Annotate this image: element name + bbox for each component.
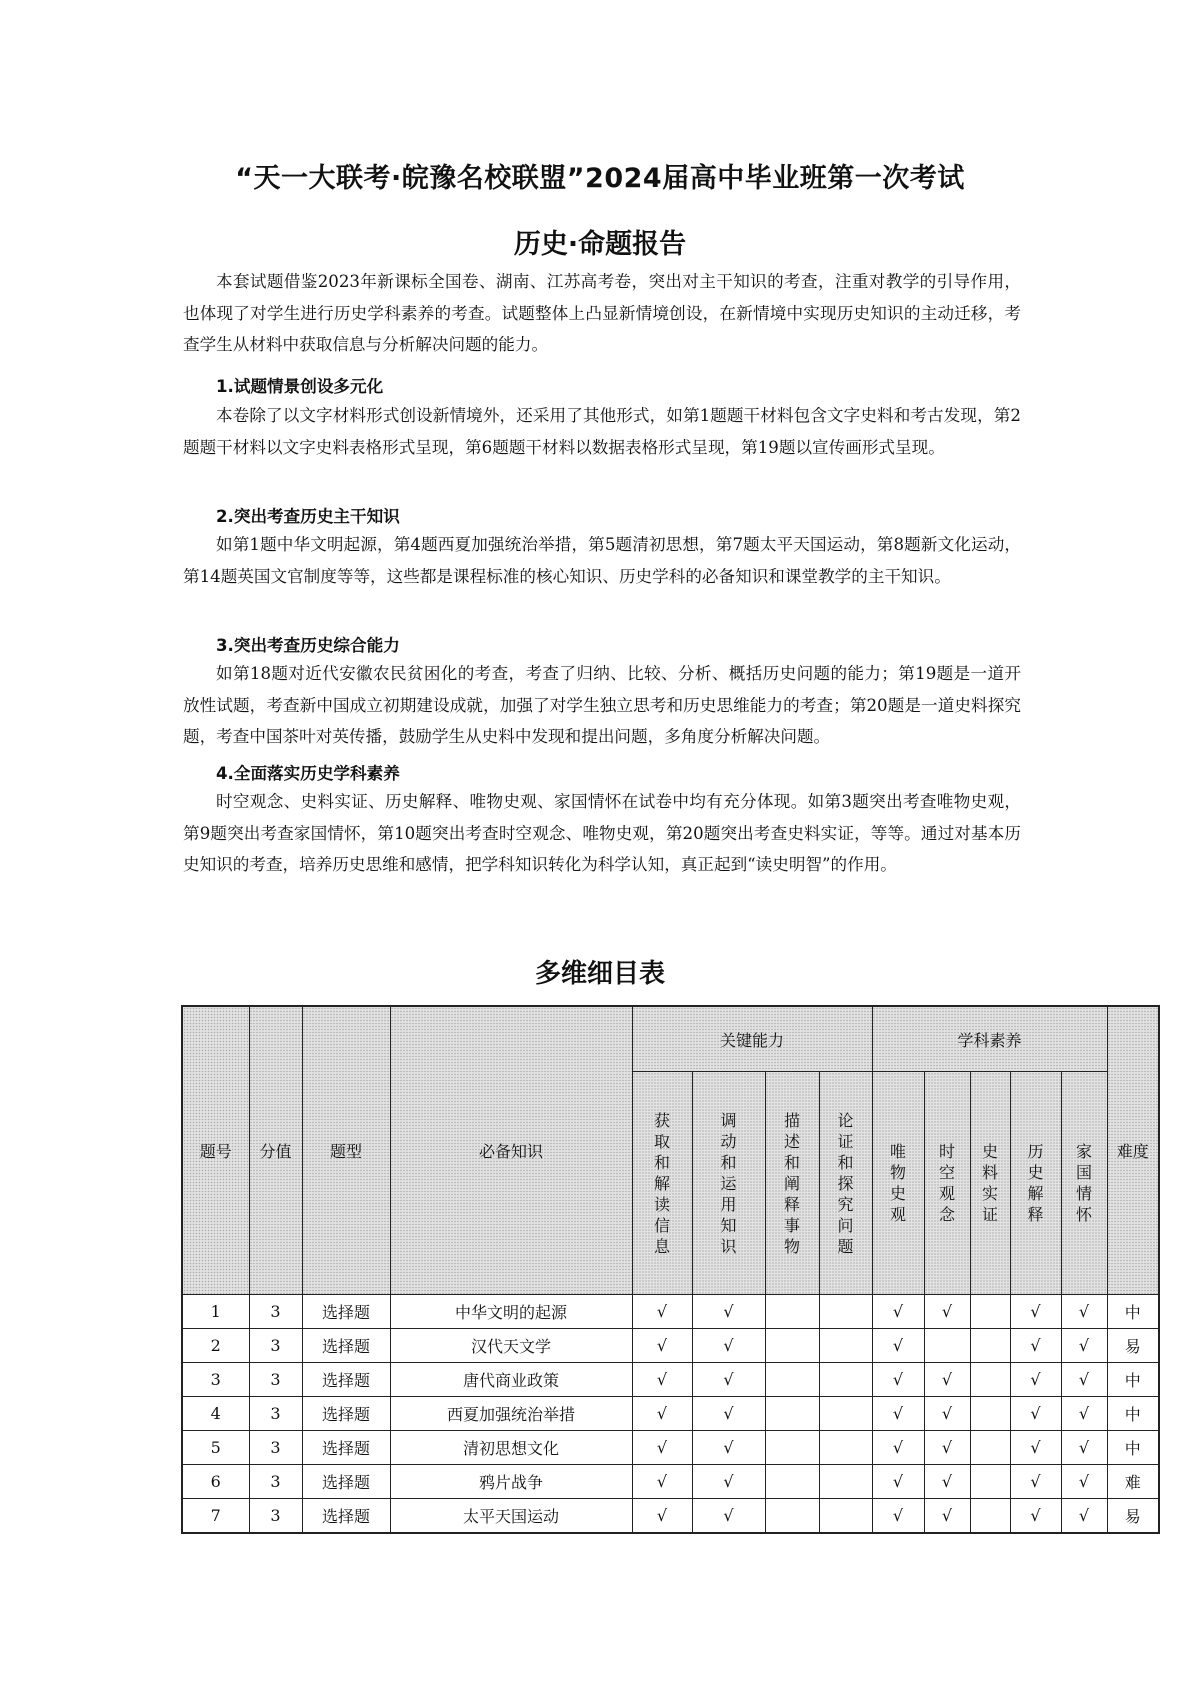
header-ability-col [632, 1072, 692, 1295]
row-difficulty: 易 [1107, 1329, 1159, 1363]
header-literacy-label: 历史解释 [1027, 1142, 1044, 1224]
ability-check [819, 1499, 872, 1534]
header-literacy: 学科素养 [872, 1006, 1107, 1072]
header-ability-label: 描述和阐释事物 [783, 1110, 800, 1256]
row-no: 7 [182, 1499, 249, 1534]
header-literacy-label: 时空观念 [938, 1142, 955, 1224]
ability-check [765, 1499, 819, 1534]
header-no: 题号 [182, 1006, 249, 1295]
literacy-check: √ [1061, 1295, 1107, 1329]
literacy-check: √ [924, 1295, 970, 1329]
row-type: 选择题 [302, 1295, 390, 1329]
document-title: “天一大联考·皖豫名校联盟”2024届高中毕业班第一次考试 [235, 163, 965, 194]
literacy-check: √ [1061, 1363, 1107, 1397]
ability-check [765, 1363, 819, 1397]
literacy-check [970, 1465, 1010, 1499]
row-score: 3 [249, 1363, 302, 1397]
literacy-check [970, 1397, 1010, 1431]
ability-check [765, 1431, 819, 1465]
ability-check: √ [632, 1431, 692, 1465]
header-difficulty: 难度 [1107, 1006, 1159, 1295]
table-row [182, 1431, 1159, 1465]
literacy-check: √ [1010, 1499, 1061, 1534]
literacy-check [970, 1431, 1010, 1465]
document-subtitle: 历史·命题报告 [513, 229, 687, 260]
ability-check: √ [632, 1397, 692, 1431]
ability-check [819, 1397, 872, 1431]
header-score: 分值 [249, 1006, 302, 1295]
header-literacy-col [1061, 1072, 1107, 1295]
section-heading-1: 1.试题情景创设多元化 [216, 377, 384, 396]
row-type: 选择题 [302, 1329, 390, 1363]
literacy-check: √ [872, 1329, 924, 1363]
row-type: 选择题 [302, 1397, 390, 1431]
literacy-check: √ [1061, 1329, 1107, 1363]
literacy-check [924, 1329, 970, 1363]
literacy-check [970, 1363, 1010, 1397]
literacy-check: √ [924, 1397, 970, 1431]
table-body [182, 1295, 1159, 1534]
row-score: 3 [249, 1499, 302, 1534]
header-ability: 关键能力 [632, 1006, 872, 1072]
literacy-check: √ [1010, 1329, 1061, 1363]
ability-check [765, 1465, 819, 1499]
row-score: 3 [249, 1329, 302, 1363]
ability-check [765, 1295, 819, 1329]
ability-check: √ [692, 1431, 765, 1465]
section-heading-4: 4.全面落实历史学科素养 [216, 764, 400, 783]
row-no: 4 [182, 1397, 249, 1431]
row-type: 选择题 [302, 1363, 390, 1397]
header-literacy-col [872, 1072, 924, 1295]
ability-check [819, 1363, 872, 1397]
literacy-check [970, 1499, 1010, 1534]
ability-check: √ [692, 1329, 765, 1363]
literacy-check: √ [1061, 1499, 1107, 1534]
row-knowledge: 唐代商业政策 [390, 1363, 632, 1397]
row-type: 选择题 [302, 1499, 390, 1534]
ability-check: √ [632, 1329, 692, 1363]
row-knowledge: 西夏加强统治举措 [390, 1397, 632, 1431]
ability-check [819, 1431, 872, 1465]
row-type: 选择题 [302, 1431, 390, 1465]
header-literacy-label: 唯物史观 [889, 1142, 906, 1224]
literacy-check: √ [872, 1431, 924, 1465]
literacy-check: √ [872, 1465, 924, 1499]
literacy-check: √ [924, 1499, 970, 1534]
row-score: 3 [249, 1431, 302, 1465]
literacy-check: √ [872, 1499, 924, 1534]
ability-check [765, 1397, 819, 1431]
ability-check: √ [692, 1363, 765, 1397]
header-literacy-col [1010, 1072, 1061, 1295]
row-knowledge: 中华文明的起源 [390, 1295, 632, 1329]
row-score: 3 [249, 1295, 302, 1329]
table-row [182, 1363, 1159, 1397]
row-knowledge: 清初思想文化 [390, 1431, 632, 1465]
row-score: 3 [249, 1397, 302, 1431]
literacy-check: √ [1061, 1465, 1107, 1499]
table-title: 多维细目表 [534, 959, 665, 989]
header-ability-label: 论证和探究问题 [837, 1110, 854, 1256]
ability-check [819, 1295, 872, 1329]
row-knowledge: 太平天国运动 [390, 1499, 632, 1534]
row-type: 选择题 [302, 1465, 390, 1499]
ability-check: √ [692, 1465, 765, 1499]
literacy-check: √ [872, 1363, 924, 1397]
literacy-check: √ [1010, 1431, 1061, 1465]
header-ability-label: 调动和运用知识 [720, 1110, 737, 1256]
header-ability-col [765, 1072, 819, 1295]
row-no: 5 [182, 1431, 249, 1465]
ability-check: √ [632, 1499, 692, 1534]
row-difficulty: 难 [1107, 1465, 1159, 1499]
row-no: 2 [182, 1329, 249, 1363]
row-difficulty: 中 [1107, 1431, 1159, 1465]
section-text-4: 时空观念、史料实证、历史解释、唯物史观、家国情怀在试卷中均有充分体现。如第3题突出考查唯物史观，第9题突出考查家国情怀，第10题突出考查时空观念、唯物史观，第20题突出考查史料实证，等等。通过对基本历史知识的考查，培养历史思维和感情，把学科知识转化为科学认知，真正起到“读史明智”的作用。 [183, 792, 1021, 874]
header-ability-col [819, 1072, 872, 1295]
literacy-check: √ [924, 1465, 970, 1499]
ability-check: √ [692, 1295, 765, 1329]
header-knowledge: 必备知识 [390, 1006, 632, 1295]
row-knowledge: 汉代天文学 [390, 1329, 632, 1363]
header-type: 题型 [302, 1006, 390, 1295]
ability-check: √ [632, 1465, 692, 1499]
section-heading-3: 3.突出考查历史综合能力 [216, 636, 400, 655]
literacy-check [970, 1295, 1010, 1329]
row-difficulty: 中 [1107, 1397, 1159, 1431]
table-row [182, 1329, 1159, 1363]
intro-paragraph: 本套试题借鉴2023年新课标全国卷、湖南、江苏高考卷，突出对主干知识的考查，注重对教学的引导作用，也体现了对学生进行历史学科素养的考查。试题整体上凸显新情境创设，在新情境中实现历史知识的主动迁移，考查学生从材料中获取信息与分析解决问题的能力。 [183, 272, 1021, 354]
literacy-check: √ [1010, 1295, 1061, 1329]
ability-check [765, 1329, 819, 1363]
literacy-check: √ [1061, 1397, 1107, 1431]
header-literacy-col [970, 1072, 1010, 1295]
row-difficulty: 易 [1107, 1499, 1159, 1534]
literacy-check [970, 1329, 1010, 1363]
row-no: 1 [182, 1295, 249, 1329]
header-ability-label: 获取和解读信息 [653, 1110, 670, 1256]
literacy-check: √ [872, 1295, 924, 1329]
header-ability-col [692, 1072, 765, 1295]
row-difficulty: 中 [1107, 1363, 1159, 1397]
ability-check: √ [692, 1499, 765, 1534]
table-row [182, 1295, 1159, 1329]
ability-check: √ [692, 1397, 765, 1431]
section-text-2: 如第1题中华文明起源，第4题西夏加强统治举措，第5题清初思想，第7题太平天国运动，第8题新文化运动，第14题英国文官制度等等，这些都是课程标准的核心知识、历史学科的必备知识和课堂教学的主干知识。 [183, 535, 1021, 586]
section-text-3: 如第18题对近代安徽农民贫困化的考查，考查了归纳、比较、分析、概括历史问题的能力；第19题是一道开放性试题，考查新中国成立初期建设成就，加强了对学生独立思考和历史思维能力的考查；第20题是一道史料探究题，考查中国茶叶对英传播，鼓励学生从史料中发现和提出问题，多角度分析解决问题。 [183, 664, 1021, 746]
literacy-check: √ [1010, 1397, 1061, 1431]
literacy-check: √ [872, 1397, 924, 1431]
header-literacy-col [924, 1072, 970, 1295]
detail-table [181, 1005, 1160, 1534]
table-row [182, 1465, 1159, 1499]
literacy-check: √ [924, 1363, 970, 1397]
ability-check [819, 1329, 872, 1363]
table-row [182, 1499, 1159, 1534]
table-row [182, 1397, 1159, 1431]
literacy-check: √ [1061, 1431, 1107, 1465]
row-no: 6 [182, 1465, 249, 1499]
literacy-check: √ [924, 1431, 970, 1465]
row-difficulty: 中 [1107, 1295, 1159, 1329]
section-heading-2: 2.突出考查历史主干知识 [216, 507, 400, 526]
literacy-check: √ [1010, 1465, 1061, 1499]
row-no: 3 [182, 1363, 249, 1397]
ability-check [819, 1465, 872, 1499]
header-literacy-label: 史料实证 [981, 1142, 998, 1224]
literacy-check: √ [1010, 1363, 1061, 1397]
header-literacy-label: 家国情怀 [1075, 1142, 1092, 1224]
row-score: 3 [249, 1465, 302, 1499]
section-text-1: 本卷除了以文字材料形式创设新情境外，还采用了其他形式，如第1题题干材料包含文字史料和考古发现，第2题题干材料以文字史料表格形式呈现，第6题题干材料以数据表格形式呈现，第19题以宣传画形式呈现。 [183, 406, 1021, 457]
row-knowledge: 鸦片战争 [390, 1465, 632, 1499]
ability-check: √ [632, 1295, 692, 1329]
ability-check: √ [632, 1363, 692, 1397]
